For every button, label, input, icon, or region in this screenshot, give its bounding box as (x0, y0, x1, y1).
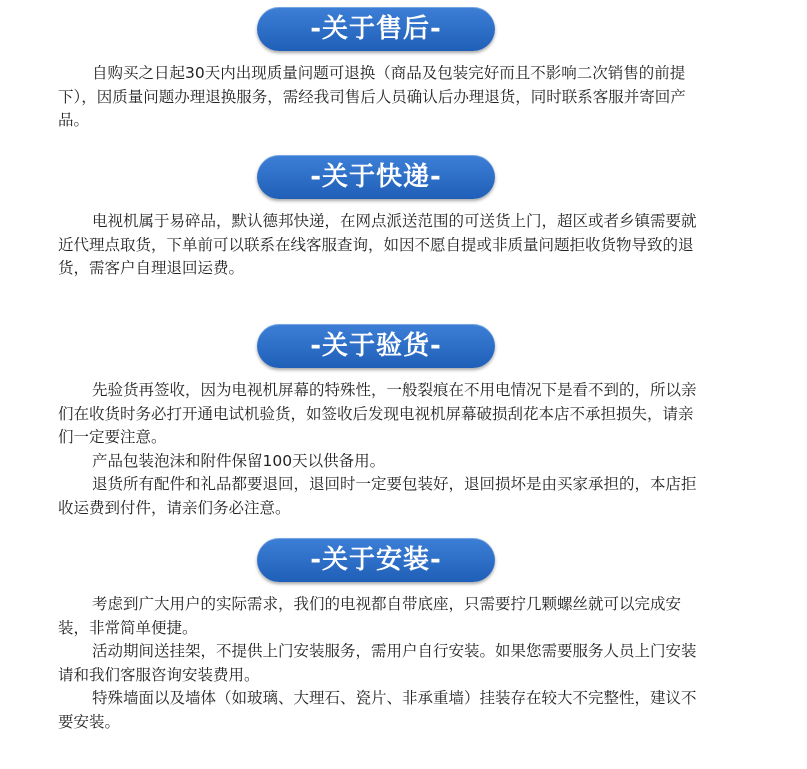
section-title-installation: -关于安装- (257, 538, 495, 582)
section-body-inspection (58, 379, 698, 520)
paragraph: 活动期间送挂架，不提供上门安装服务，需用户自行安装。如果您需要服务人员上门安装请和我们客服咨询安装费用。 (58, 642, 697, 684)
section-title-delivery: -关于快递- (257, 155, 495, 199)
paragraph: 考虑到广大用户的实际需求，我们的电视都自带底座，只需要拧几颗螺丝就可以完成安装，非常简单便捷。 (58, 595, 682, 637)
section-title-inspection: -关于验货- (257, 324, 495, 368)
paragraph: 自购买之日起30天内出现质量问题可退换（商品及包装完好而且不影响二次销售的前提下），因质量问题办理退换服务，需经我司售后人员确认后办理退货，同时联系客服并寄回产品。 (58, 64, 686, 129)
section-title-after-sales: -关于售后- (257, 7, 495, 51)
section-body-installation (58, 593, 698, 734)
paragraph: 特殊墙面以及墙体（如玻璃、大理石、瓷片、非承重墙）挂装存在较大不完整性，建议不要安装。 (58, 689, 697, 731)
section-body-after-sales (58, 62, 698, 133)
section-body-delivery (58, 210, 698, 281)
paragraph: 电视机属于易碎品，默认德邦快递，在网点派送范围的可送货上门，超区或者乡镇需要就近代理点取货，下单前可以联系在线客服查询，如因不愿自提或非质量问题拒收货物导致的退货，需客户自理退回运费。 (58, 212, 697, 277)
paragraph: 退货所有配件和礼品都要退回，退回时一定要包装好，退回损坏是由买家承担的，本店拒收运费到付件，请亲们务必注意。 (58, 475, 697, 517)
paragraph: 先验货再签收，因为电视机屏幕的特殊性，一般裂痕在不用电情况下是看不到的，所以亲们在收货时务必打开通电试机验货，如签收后发现电视机屏幕破损刮花本店不承担损失，请亲们一定要注意。 (58, 381, 697, 446)
paragraph: 产品包装泡沫和附件保留100天以供备用。 (92, 451, 386, 470)
